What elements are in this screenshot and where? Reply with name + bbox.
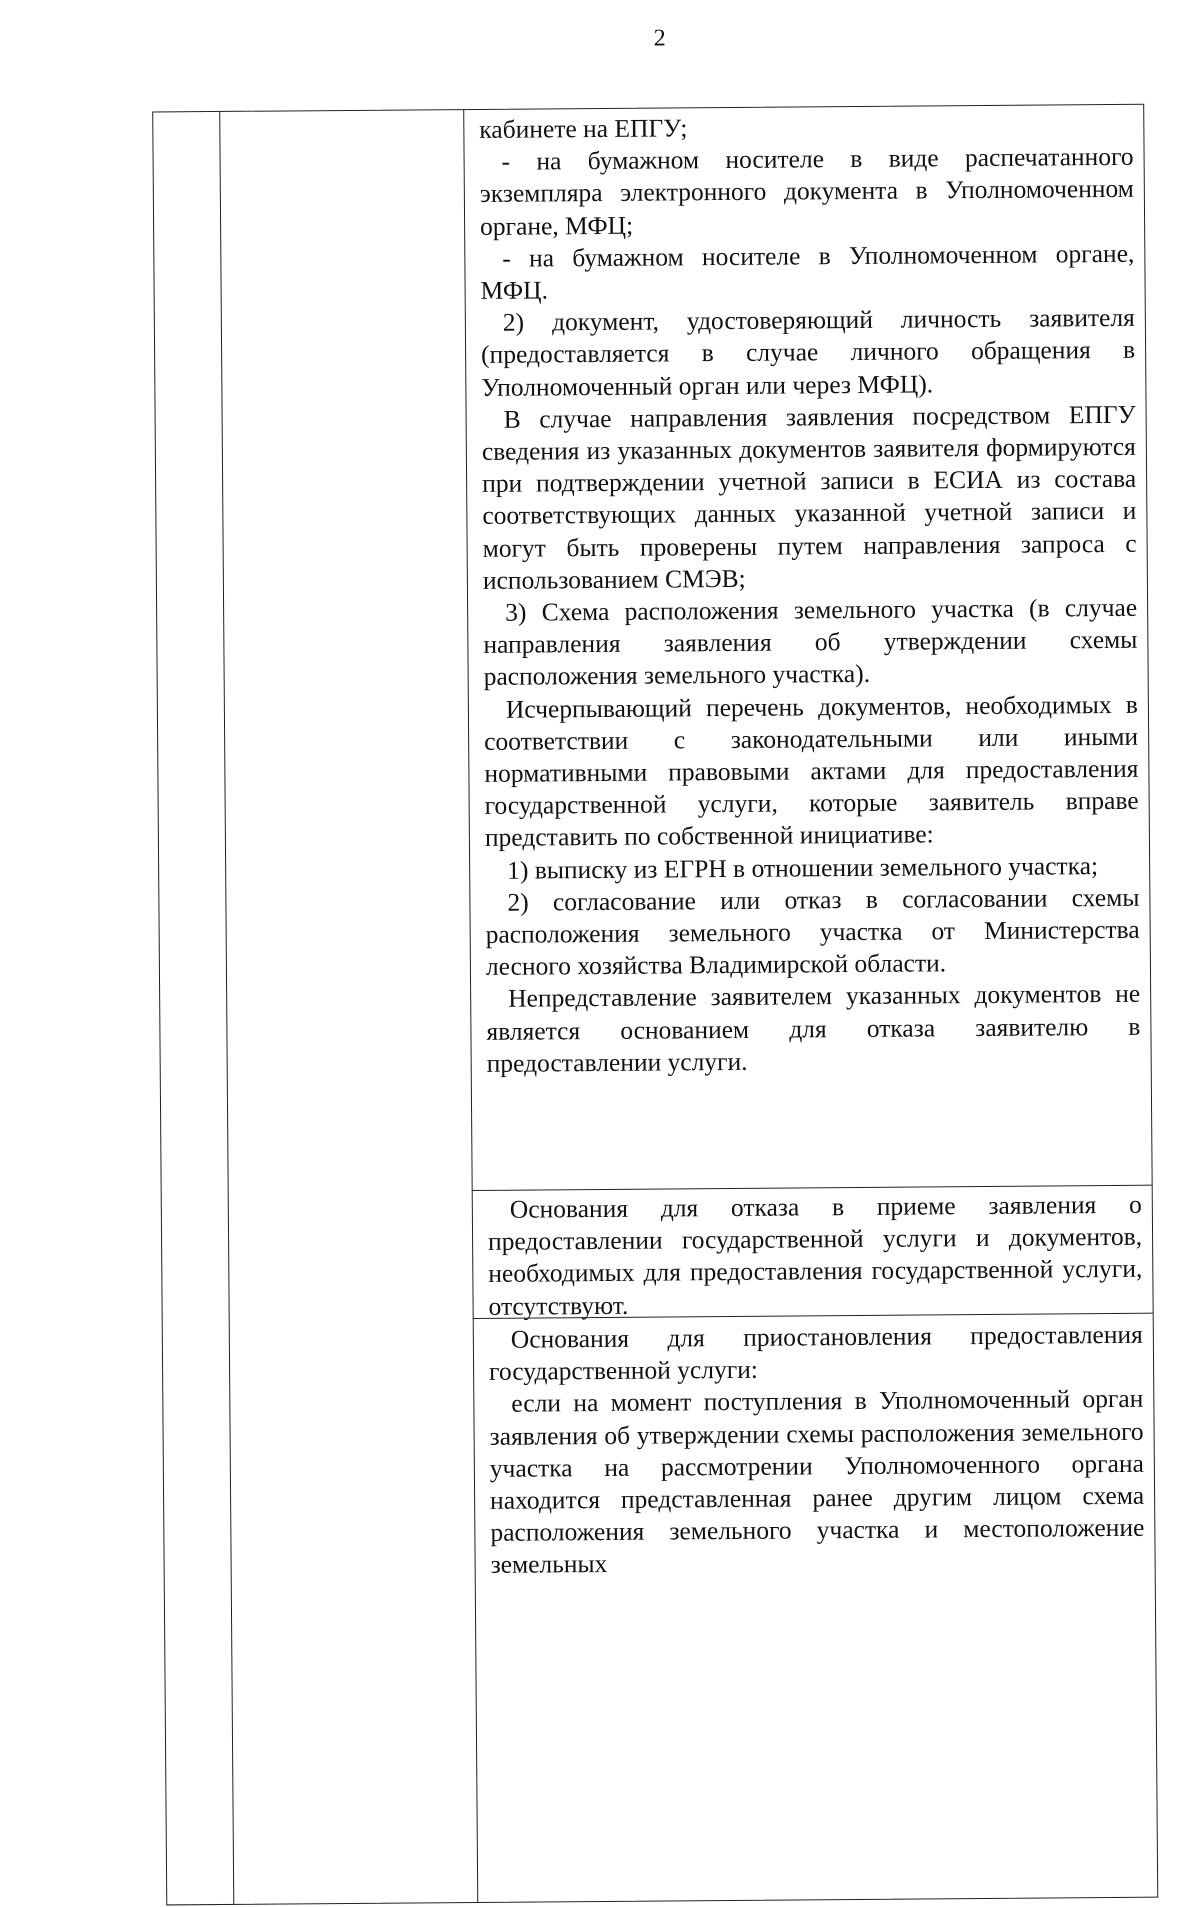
page-number: 2 — [653, 25, 666, 52]
paragraph: 2) документ, удостоверяющий личность заявителя (предоставляется в случае личного обращения в Уполномоченный орган или через МФЦ). — [481, 303, 1136, 402]
paragraph: Исчерпывающий перечень документов, необходимых в соответствии с законодательными или иными нормативными правовыми актами для предоставления государственной услуги, которые заявитель вправе представить по собственной инициативе: — [484, 689, 1139, 853]
paragraph: 2) согласование или отказ в согласовании схемы расположения земельного участка от Министерства лесного хозяйства Владимирской области. — [485, 882, 1140, 982]
table-cell-refusal-grounds — [488, 1189, 1143, 1323]
paragraph: В случае направления заявления посредством ЕПГУ сведения из указанных документов заявителя формируются при подтверждении учетной записи в ЕСИА из состава соответствующих данных указанной учетной записи и могут быть проверены путем направления запроса с использованием СМЭВ; — [481, 399, 1137, 595]
paragraph: - на бумажном носителе в Уполномоченном органе, МФЦ. — [480, 238, 1135, 305]
paragraph: 1) выписку из ЕГРН в отношении земельного участка; — [507, 850, 1099, 885]
paragraph: если на момент поступления в Уполномоченный орган заявления об утверждении схемы расположения земельного участка на рассмотрении Уполномоченного органа находится представленная ранее другим лицом схема расположения земельного участка и местоположение земельных — [489, 1384, 1145, 1580]
paragraph: Основания для приостановления предоставления государственной услуги: — [488, 1319, 1143, 1387]
document-table — [152, 104, 1158, 1906]
paragraph: Основания для отказа в приеме заявления о предоставлении государственной услуги и документов, необходимых для предоставления государственной услуги, отсутствуют. — [487, 1189, 1143, 1321]
column-divider-1 — [219, 112, 234, 1904]
paragraph: 3) Схема расположения земельного участка (в случае направления заявления об утверждении схемы расположения земельного участка). — [483, 592, 1138, 692]
table-cell-suspension-grounds — [489, 1319, 1145, 1582]
paragraph: Непредставление заявителем указанных документов не является основанием для отказа заявителю в предоставлении услуги. — [486, 979, 1141, 1078]
table-cell-documents — [479, 109, 1141, 1080]
paragraph: - на бумажном носителе в виде распечатанного экземпляра электронного документа в Уполномоченном органе, МФЦ; — [479, 141, 1134, 241]
column-divider-2 — [463, 110, 478, 1902]
paragraph: кабинете на ЕПГУ; — [479, 113, 688, 144]
